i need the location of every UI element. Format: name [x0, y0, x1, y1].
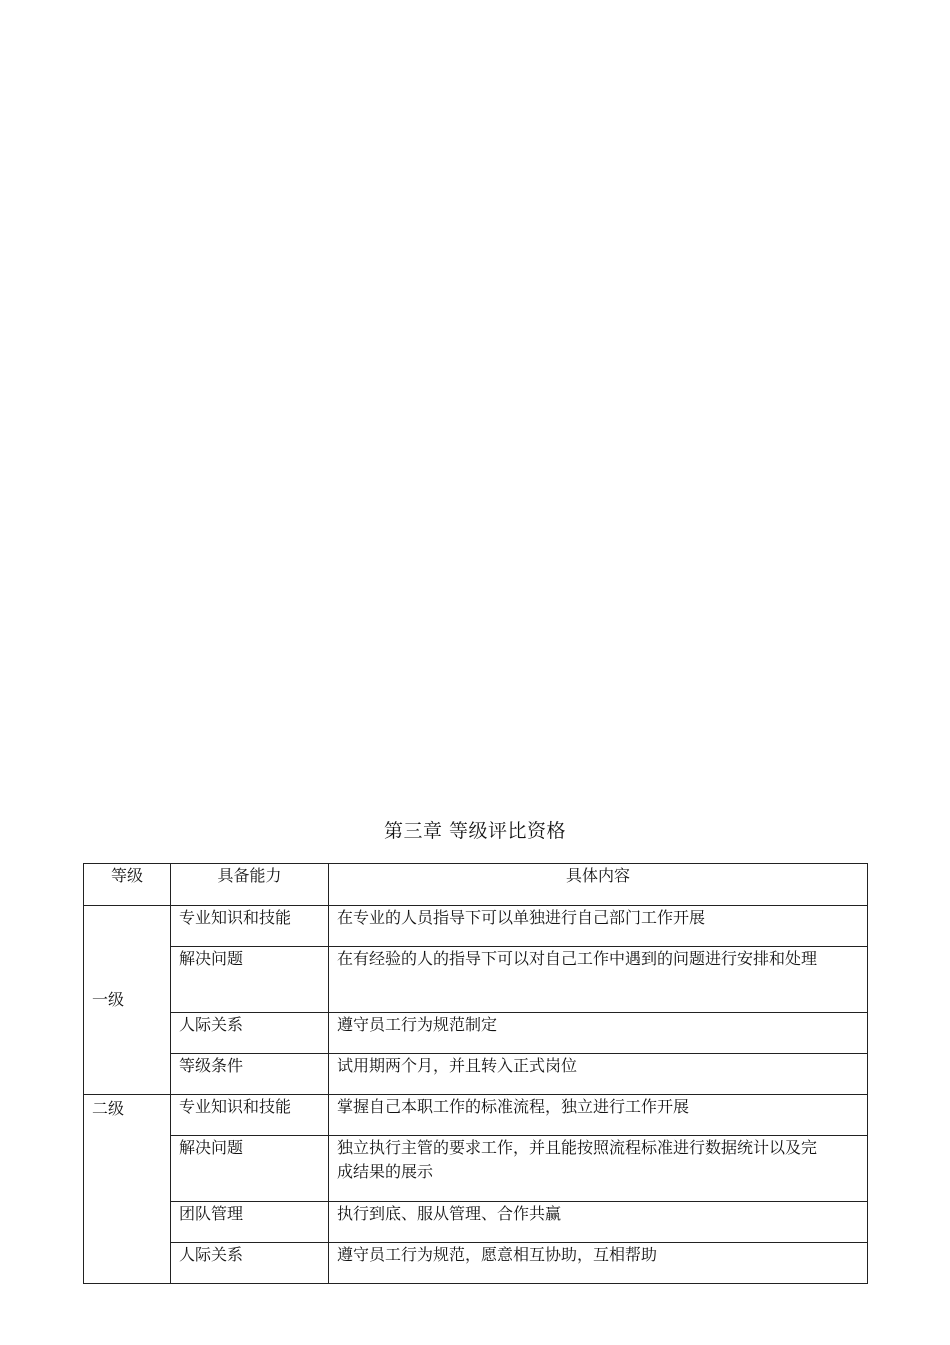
content-cell: 遵守员工行为规范，愿意相互协助，互相帮助: [329, 1243, 868, 1284]
table-row: [84, 1136, 868, 1202]
header-ability: 具备能力: [171, 864, 329, 906]
chapter-title: 第三章 等级评比资格: [383, 820, 567, 842]
header-level: 等级: [84, 864, 171, 906]
ability-cell: 人际关系: [171, 1013, 329, 1054]
header-content: 具体内容: [329, 864, 868, 906]
content-cell: 在专业的人员指导下可以单独进行自己部门工作开展: [329, 906, 868, 947]
content-cell: 独立执行主管的要求工作，并且能按照流程标准进行数据统计以及完成结果的展示: [329, 1136, 868, 1202]
ability-cell: 人际关系: [171, 1243, 329, 1284]
table-header-row: [84, 864, 868, 906]
content-cell: 试用期两个月，并且转入正式岗位: [329, 1054, 868, 1095]
ability-cell: 解决问题: [171, 947, 329, 1013]
table-row: [84, 1054, 868, 1095]
level-cell: 一级: [84, 906, 171, 1095]
table-row: [84, 1243, 868, 1284]
ability-cell: 团队管理: [171, 1202, 329, 1243]
ability-cell: 等级条件: [171, 1054, 329, 1095]
table-row: [84, 1095, 868, 1136]
table-row: [84, 1013, 868, 1054]
grade-qualification-table: [83, 863, 868, 1284]
content-cell: 遵守员工行为规范制定: [329, 1013, 868, 1054]
table-row: [84, 947, 868, 1013]
ability-cell: 专业知识和技能: [171, 906, 329, 947]
level-cell: 二级: [84, 1095, 171, 1284]
content-cell: 执行到底、服从管理、合作共赢: [329, 1202, 868, 1243]
content-cell: 掌握自己本职工作的标准流程，独立进行工作开展: [329, 1095, 868, 1136]
table-row: [84, 1202, 868, 1243]
content-cell: 在有经验的人的指导下可以对自己工作中遇到的问题进行安排和处理: [329, 947, 868, 1013]
table-row: [84, 906, 868, 947]
ability-cell: 解决问题: [171, 1136, 329, 1202]
ability-cell: 专业知识和技能: [171, 1095, 329, 1136]
